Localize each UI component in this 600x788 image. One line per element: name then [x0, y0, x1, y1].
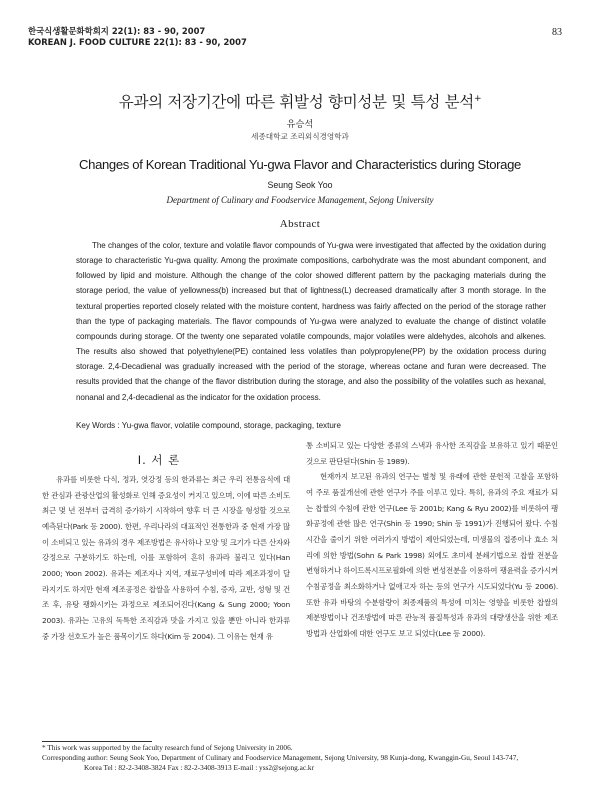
body-paragraph-continued: 통 소비되고 있는 다양한 종류의 스낵과 유사한 조직감을 보유하고 있기 때문인 것으로 판단된다(Shin 등 1989).	[306, 441, 558, 466]
section-heading-introduction: I. 서 론	[137, 453, 181, 467]
korean-affiliation: 세종대학교 조리외식경영학과	[251, 132, 349, 141]
journal-header	[28, 26, 247, 48]
footnote-divider	[42, 741, 152, 742]
journal-name-kr: 한국식생활문화학회지 22(1): 83 - 90, 2007	[28, 26, 206, 36]
english-author: Seung Seok Yoo	[267, 180, 333, 190]
korean-title-text: 유과의 저장기간에 따른 휘발성 향미성분 및 특성 분석	[118, 93, 474, 111]
page-number: 83	[552, 27, 562, 38]
abstract-heading: Abstract	[279, 218, 321, 230]
footnotes	[42, 743, 572, 774]
journal-name-en: KOREAN J. FOOD CULTURE 22(1): 83 - 90, 2007	[28, 37, 247, 47]
english-title: Changes of Korean Traditional Yu-gwa Flavor and Characteristics during Storage	[79, 157, 521, 172]
abstract-text: The changes of the color, texture and volatile flavor compounds of Yu-gwa were investigated that affected by the oxidation during storage to characteristic Yu-gwa quality. Among the proximate compositions, carbohydrate was the most abundant component, and followed by lipid and moisture. Although the change of the color showed different pattern by the packaging materials during the storage period, the value of yellowness(b) increased but that of lightness(L) decreased dramatically after 3 month storage. In the textural properties reported closely related with the moisture content, hardness was fairly affected on the period of the storage rather than the type of packaging materials. The flavor compounds of Yu-gwa were analyzed to evaluate the change of distinct volatile compounds during storage. Of the twenty one separated volatile compounds, major volatiles were aldehydes, alcohols and alkenes. The results also showed that polyethylene(PE) contained less volatiles than polypropylene(PP) by the oxidation process during storage. 2,4-Decadienal was gradually increased with the period of the storage, whereas octane and furan were decreased. The results provided that the change of the flavor distribution during the storage, and also the possibility of the volatiles such as hexanal, nonanal and 2,4-decadienal as the indicator for the oxidation process.	[76, 241, 546, 402]
body-column-left	[42, 472, 290, 644]
keywords: Key Words : Yu-gwa flavor, volatile compound, storage, packaging, texture	[76, 421, 341, 430]
english-affiliation: Department of Culinary and Foodservice Management, Sejong University	[166, 195, 434, 205]
body-paragraph: 현재까지 보고된 유과의 연구는 별청 및 유래에 관한 문헌적 고찰을 포함하여 주로 품질개선에 관한 연구가 주를 이루고 있다. 특히, 유과의 주요 재료가 되는 찹쌀의 수침에 관한 연구(Lee 등 2001b; Kang & Ryu 2002)를 비롯하여 팽화공정에 관한 많은 연구(Shin 등 1990; Shin 등 1991)가 진행되어 왔다. 수침시간을 줄이기 위한 여러가지 방법이 제안되었는데, 미생물의 접종이나 효소 처리에 의한 방법(Sohn & Park 1998) 외에도 초미세 분쇄기법으로 찹쌀 전분을 변형하거나 하이드록시프로필화에 의한 변성전분을 이용하여 팽윤력을 증가시켜 수침공정을 최소화하거나 없애고자 하는 등의 연구가 시도되었다(Yu 등 2006). 또한 유과 바탕의 수분함량이 최종제품의 특성에 미치는 영향을 비롯한 찹쌀의 제분방법이나 건조방법에 따른 관능적 품질특성과 유과의 대량생산을 위한 제조방법과 산업화에 대한 연구도 보고 되었다(Lee 등 2000).	[306, 472, 558, 638]
funding-footnote: * This work was supported by the faculty research fund of Sejong University in 2006.	[42, 743, 293, 752]
body-paragraph: 유과를 비롯한 다식, 정과, 엿강정 등의 한과류는 최근 우리 전통음식에 대한 관심과 관광산업의 활성화로 인해 증요성이 커지고 있으며, 이에 따른 소비도 최근 몇 년 전부터 급격히 증가하기 시작하여 향후 더 큰 시장을 형성할 것으로 예측된다(Park 등 2000). 한편, 우리나라의 대표적인 전통한과 중 현재 가장 많이 소비되고 있는 유과의 경우 제조방법은 유사하나 모양 및 크기가 다른 산자와 강정으로 구분하기도 하는데, 이를 포함하여 흔히 유과라 불리고 있다(Han 2000; Yoon 2002). 유과는 제조자나 지역, 재료구성비에 따라 제조과정이 달라지기도 하지만 현재 제조공정은 찹쌀을 사용하여 수침, 증자, 교반, 성형 및 건조 후, 유탕 팽화시키는 과정으로 제조되어진다(Kang & Sung 2000; Yoon 2003). 유과는 고유의 독특한 조직감과 맛을 가지고 있을 뿐만 아니라 한과류 중 가장 선호도가 높은 품목이기도 하다(Kim 등 2004). 그 이유는 현재 유	[42, 475, 290, 641]
korean-author: 유승석	[286, 119, 314, 130]
body-column-right	[306, 438, 558, 642]
korean-title	[0, 90, 600, 112]
funding-mark: +	[473, 93, 482, 104]
contact-footnote: Korea Tel : 82-2-3408-3824 Fax : 82-2-3408-3913 E-mail : yss2@sejong.ac.kr	[84, 763, 315, 773]
correspondence-footnote: Corresponding author: Seung Seok Yoo, Department of Culinary and Foodservice Management, Sejong University, 98 Kunja-dong, Kwanggin-Gu, Seoul 143-747,	[42, 753, 519, 763]
